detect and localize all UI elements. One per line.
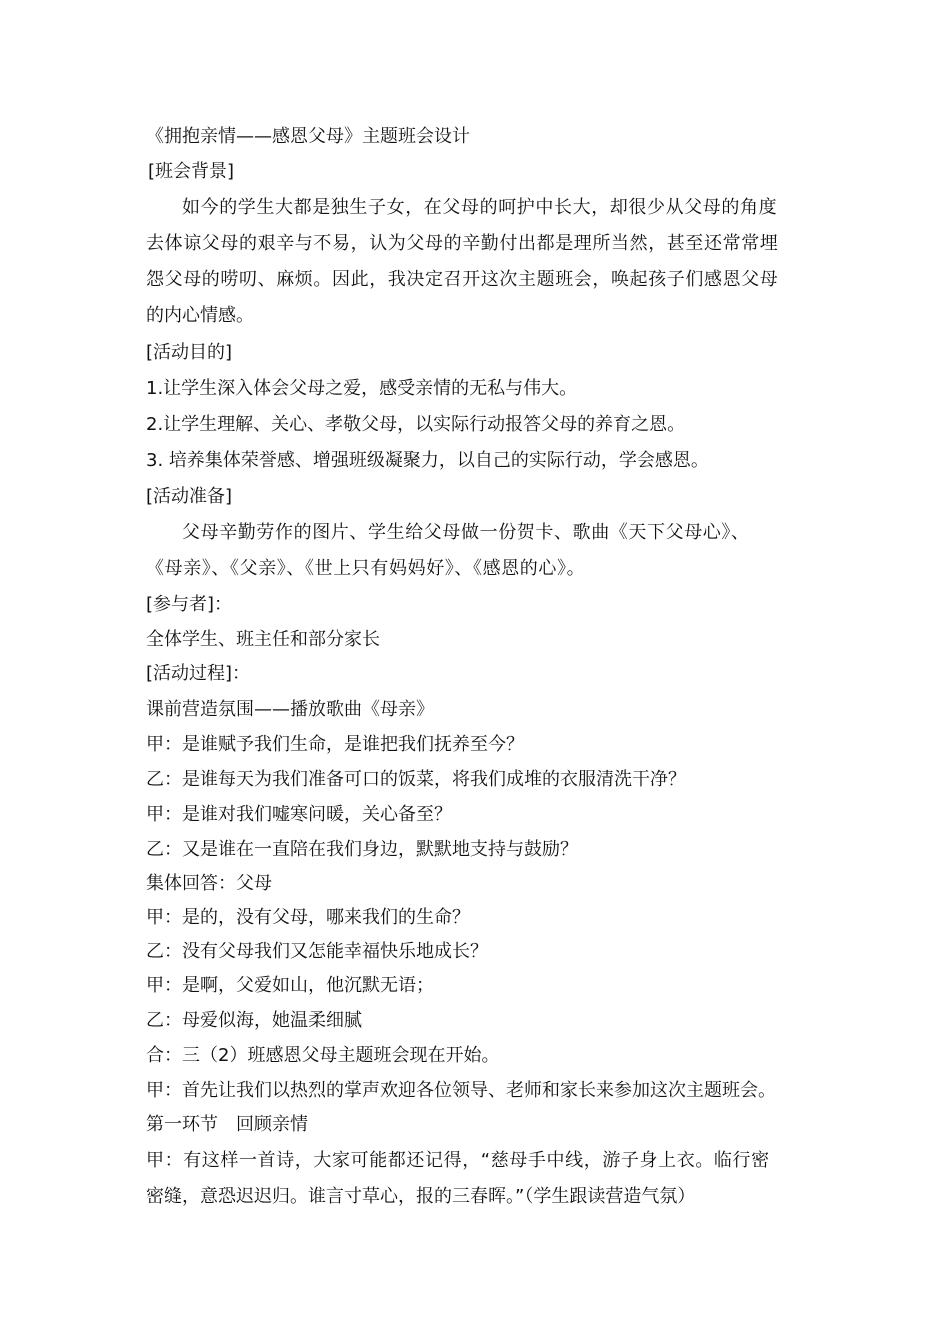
process-line: 第一环节 回顾亲情 (146, 1114, 308, 1135)
section-heading-preparation: [活动准备] (146, 486, 233, 507)
process-line: 甲：是啊，父爱如山，他沉默无语； (146, 975, 434, 996)
process-line: 乙：是谁每天为我们准备可口的饭菜，将我们成堆的衣服清洗干净？ (146, 769, 686, 790)
process-line: 甲：有这样一首诗，大家可能都还记得，“慈母手中线，游子身上衣。临行密 (146, 1150, 770, 1171)
process-line: 乙：又是谁在一直陪在我们身边，默默地支持与鼓励？ (146, 839, 578, 860)
process-line: 甲：是谁赋予我们生命，是谁把我们抚养至今？ (146, 734, 524, 755)
process-line: 课前营造氛围——播放歌曲《母亲》 (146, 699, 434, 720)
goal-item: 1.让学生深入体会父母之爱，感受亲情的无私与伟大。 (146, 378, 578, 399)
process-line: 乙：母爱似海，她温柔细腻 (146, 1010, 362, 1031)
paragraph-line: 去体谅父母的艰辛与不易，认为父母的辛勤付出都是理所当然，甚至还常常埋 (146, 233, 779, 254)
section-heading-goals: [活动目的] (146, 342, 233, 363)
process-line: 合：三（2）班感恩父母主题班会现在开始。 (146, 1045, 500, 1066)
process-line: 集体回答：父母 (146, 873, 272, 894)
participants-text: 全体学生、班主任和部分家长 (146, 629, 380, 650)
document-title: 《拥抱亲情——感恩父母》主题班会设计 (146, 126, 470, 147)
paragraph-line: 如今的学生大都是独生子女，在父母的呵护中长大，却很少从父母的角度 (182, 197, 778, 218)
section-heading-participants: [参与者]： (146, 594, 233, 615)
process-line: 乙：没有父母我们又怎能幸福快乐地成长？ (146, 941, 488, 962)
paragraph-line: 《母亲》、《父亲》、《世上只有妈妈好》、《感恩的心》。 (146, 558, 586, 579)
goal-item: 3. 培养集体荣誉感、增强班级凝聚力，以自己的实际行动，学会感恩。 (146, 450, 709, 471)
process-line: 甲：首先让我们以热烈的掌声欢迎各位领导、老师和家长来参加这次主题班会。 (146, 1080, 776, 1101)
process-line: 甲：是谁对我们嘘寒问暖，关心备至？ (146, 804, 452, 825)
paragraph-line: 的内心情感。 (146, 305, 254, 326)
section-heading-background: [班会背景] (148, 161, 235, 182)
process-line: 甲：是的，没有父母，哪来我们的生命？ (146, 907, 470, 928)
paragraph-line: 怨父母的唠叨、麻烦。因此，我决定召开这次主题班会，唤起孩子们感恩父母 (146, 269, 779, 290)
process-line: 密缝，意恐迟迟归。谁言寸草心，报的三春晖。”（学生跟读营造气氛） (146, 1186, 696, 1207)
goal-item: 2.让学生理解、关心、孝敬父母，以实际行动报答父母的养育之恩。 (146, 414, 686, 435)
paragraph-line: 父母辛勤劳作的图片、学生给父母做一份贺卡、歌曲《天下父母心》、 (182, 522, 750, 543)
section-heading-process: [活动过程]： (146, 663, 251, 684)
